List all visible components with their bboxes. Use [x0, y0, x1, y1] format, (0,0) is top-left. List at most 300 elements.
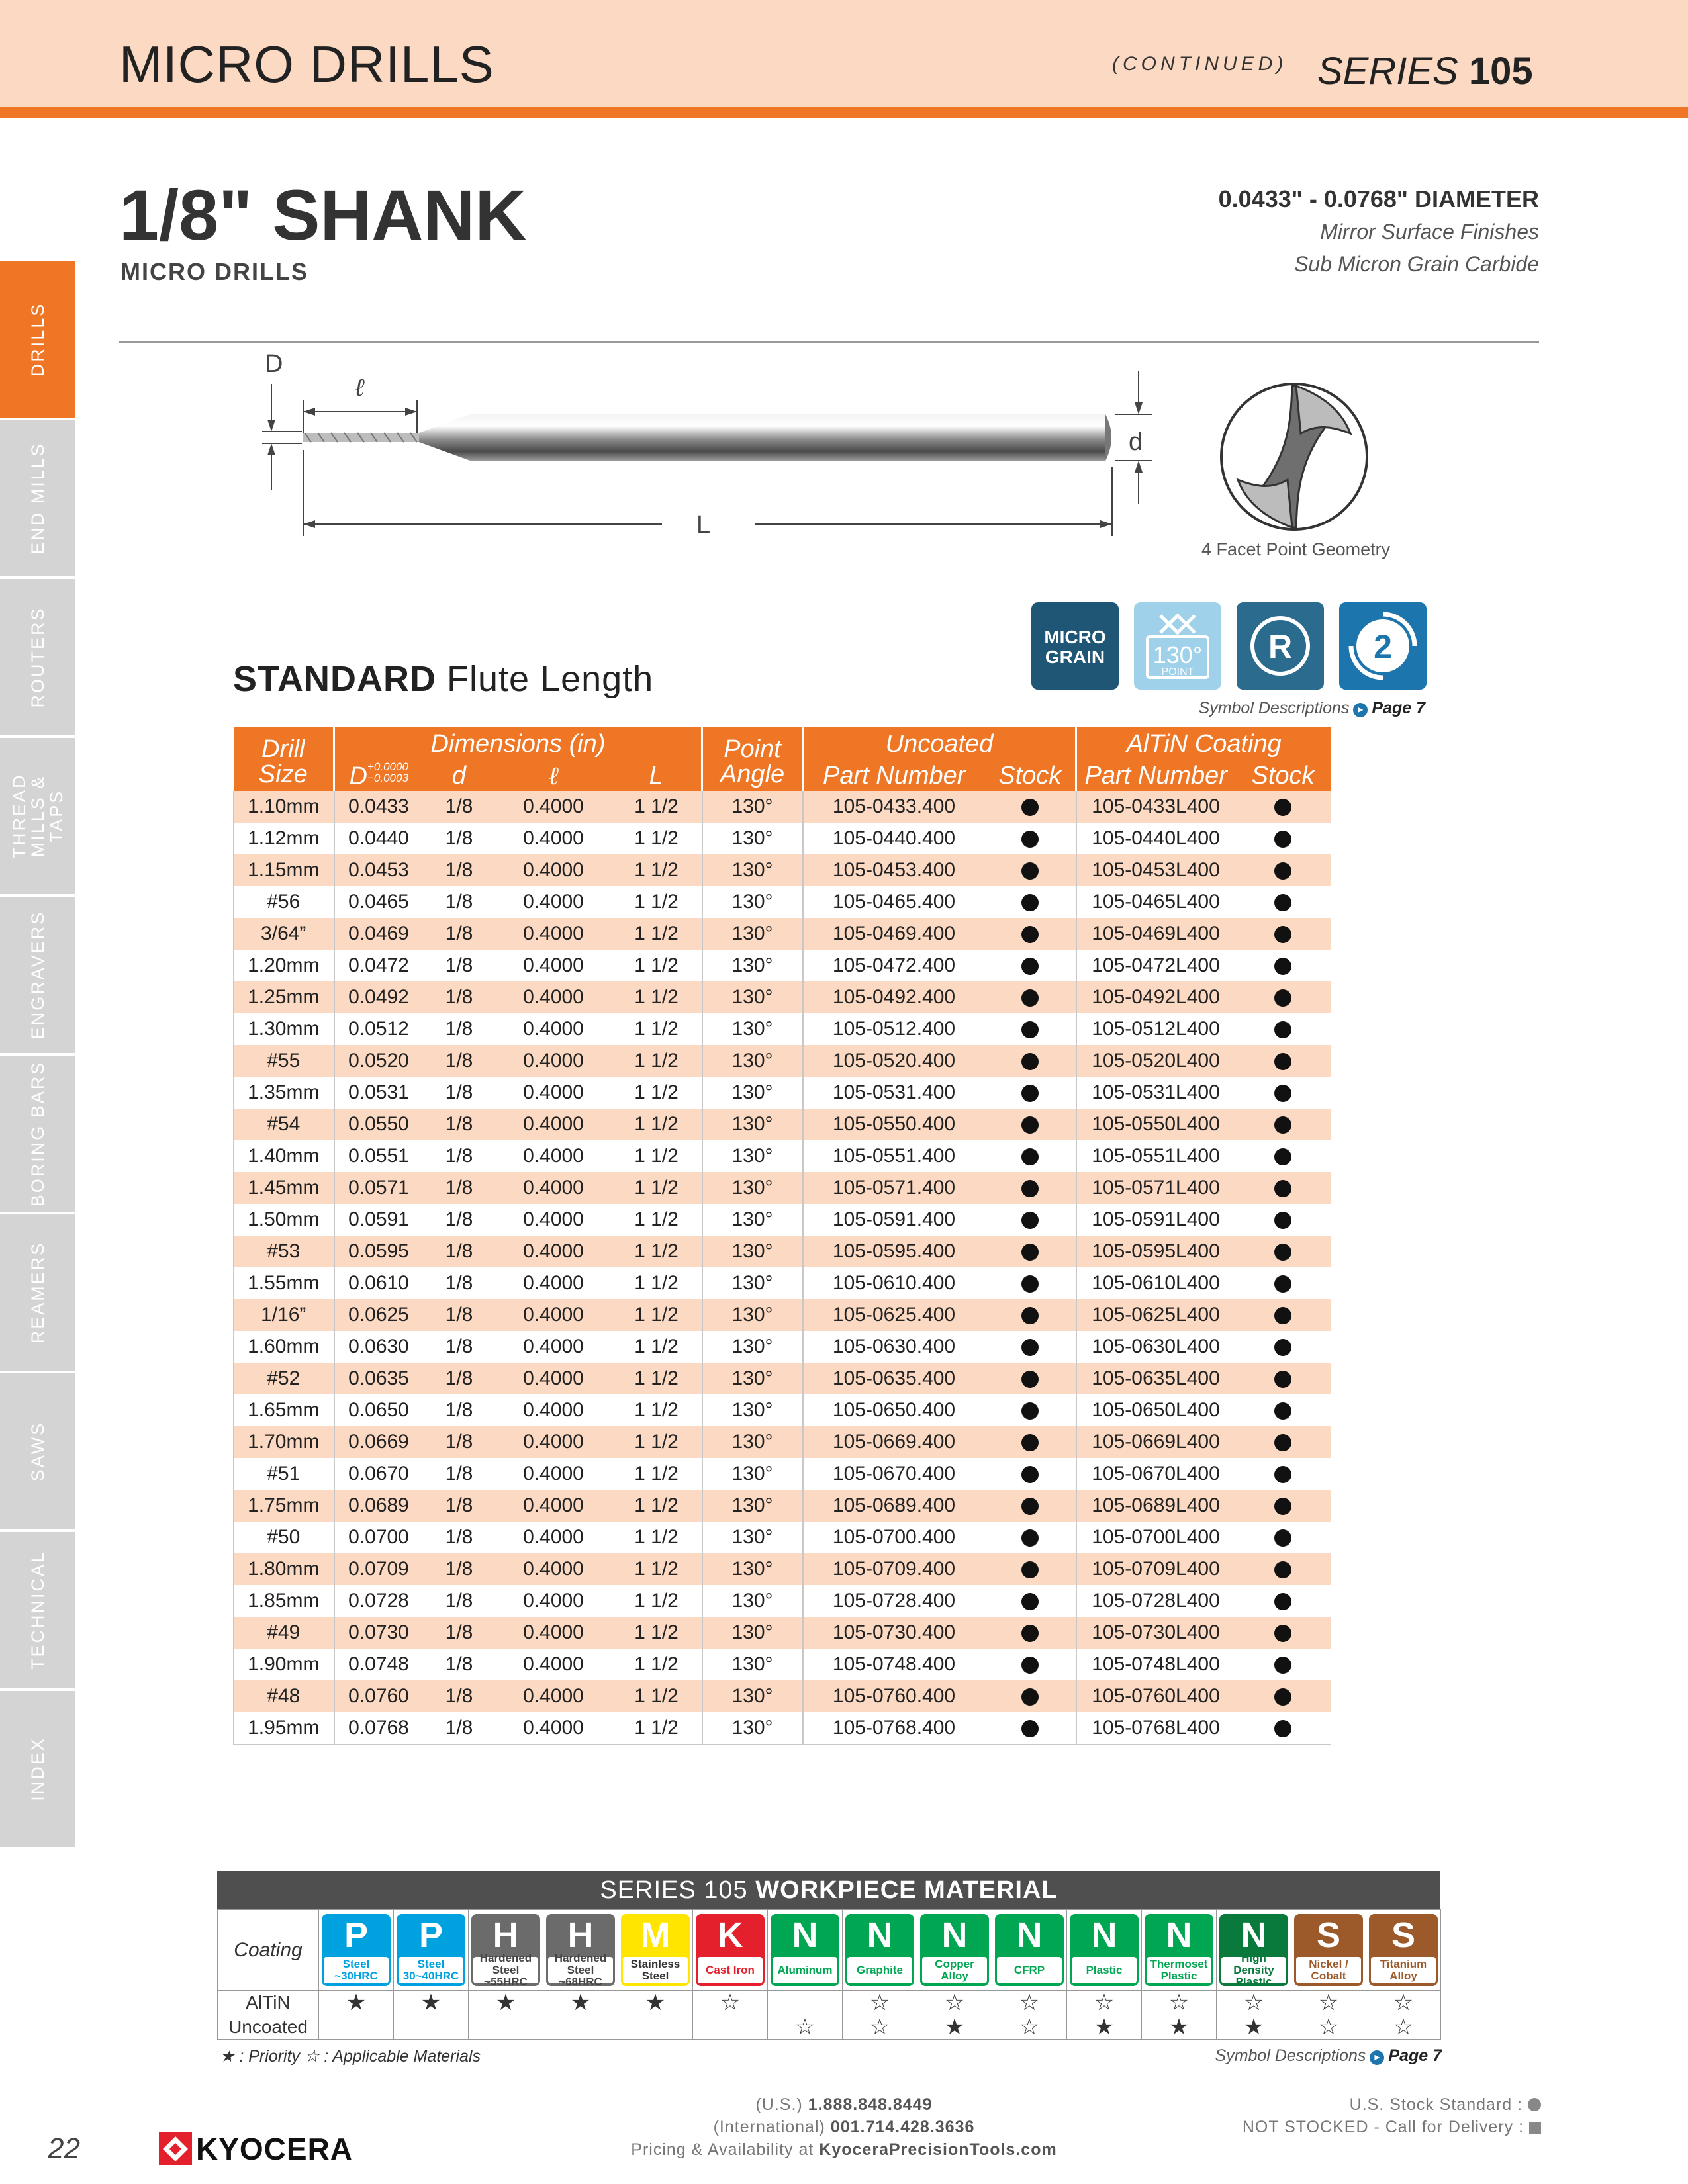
stock-cell	[985, 1585, 1076, 1617]
stock-cell	[1235, 1426, 1331, 1458]
cell-l: 0.4000	[496, 1522, 612, 1553]
brand-name: KYOCERA	[196, 2132, 353, 2166]
in-stock-dot-icon	[1274, 1339, 1291, 1356]
in-stock-dot-icon	[1274, 989, 1291, 1007]
side-tab-end-mills[interactable]	[0, 420, 75, 576]
col-D: D+0.0000 −0.0003	[334, 761, 423, 791]
in-stock-dot-icon	[1274, 1466, 1291, 1483]
in-stock-dot-icon	[1021, 1212, 1039, 1229]
in-stock-dot-icon	[1274, 1371, 1291, 1388]
cell-d: 1/8	[423, 1045, 496, 1077]
material-cell	[693, 1910, 768, 1991]
cell-D: 0.0748	[334, 1649, 423, 1680]
cell-uncoated: 105-0730.400	[803, 1617, 985, 1649]
contact-web: Pricing & Availability at KyoceraPrecisionTools.com	[631, 2140, 1057, 2159]
altin-rating: ☆	[1366, 1991, 1441, 2015]
stock-cell	[1235, 1617, 1331, 1649]
material-letter: P	[344, 1915, 369, 1955]
symbol-descriptions-page: Page 7	[1372, 699, 1425, 717]
cell-size: 1.25mm	[234, 981, 334, 1013]
cell-altin: 105-0630L400	[1076, 1331, 1235, 1363]
in-stock-dot-icon	[1274, 1625, 1291, 1642]
in-stock-dot-icon	[1021, 894, 1039, 911]
cell-l: 0.4000	[496, 791, 612, 823]
cell-d: 1/8	[423, 1394, 496, 1426]
side-tab-label: DRILLS	[28, 302, 48, 377]
contact-intl: (International) 001.714.428.3636	[713, 2118, 975, 2136]
cell-angle: 130°	[702, 1172, 803, 1204]
cell-D: 0.0591	[334, 1204, 423, 1236]
cell-altin: 105-0595L400	[1076, 1236, 1235, 1267]
stock-cell	[1235, 1585, 1331, 1617]
material-k-icon	[696, 1914, 765, 1986]
cell-d: 1/8	[423, 1712, 496, 1744]
material-p-icon	[322, 1914, 391, 1986]
cell-altin: 105-0709L400	[1076, 1553, 1235, 1585]
cell-angle: 130°	[702, 1236, 803, 1267]
cell-L: 1 1/2	[612, 1553, 702, 1585]
in-stock-dot-icon	[1274, 926, 1291, 943]
cell-angle: 130°	[702, 1426, 803, 1458]
cell-d: 1/8	[423, 823, 496, 854]
cell-altin: 105-0591L400	[1076, 1204, 1235, 1236]
cell-d: 1/8	[423, 1553, 496, 1585]
stock-cell	[1235, 1363, 1331, 1394]
stock-cell	[1235, 1013, 1331, 1045]
side-tab-label: ROUTERS	[28, 606, 48, 708]
stock-cell	[985, 1013, 1076, 1045]
material-cell	[992, 1910, 1067, 1991]
diameter-range: 0.0433" - 0.0768" DIAMETER	[1218, 185, 1539, 212]
arrow-right-icon: ▸	[1370, 2050, 1384, 2065]
in-stock-dot-icon	[1274, 1021, 1291, 1038]
cell-uncoated: 105-0625.400	[803, 1299, 985, 1331]
in-stock-dot-icon	[1021, 1116, 1039, 1134]
cell-uncoated: 105-0689.400	[803, 1490, 985, 1522]
table-row	[234, 1585, 1331, 1617]
cell-L: 1 1/2	[612, 918, 702, 950]
altin-rating	[768, 1991, 843, 2015]
cell-size: 1.20mm	[234, 950, 334, 981]
table-row	[234, 886, 1331, 918]
material-cell	[843, 1910, 917, 1991]
cell-altin: 105-0512L400	[1076, 1013, 1235, 1045]
cell-L: 1 1/2	[612, 1712, 702, 1744]
in-stock-dot-icon	[1274, 958, 1291, 975]
stock-cell	[1235, 1172, 1331, 1204]
cell-angle: 130°	[702, 1617, 803, 1649]
cell-d: 1/8	[423, 1299, 496, 1331]
cell-d: 1/8	[423, 1204, 496, 1236]
cell-angle: 130°	[702, 1140, 803, 1172]
side-tab-technical[interactable]	[0, 1532, 75, 1688]
product-subtitle: MICRO DRILLS	[120, 258, 308, 285]
in-stock-dot-icon	[1021, 1466, 1039, 1483]
in-stock-dot-icon	[1274, 1212, 1291, 1229]
cell-D: 0.0520	[334, 1045, 423, 1077]
cell-l: 0.4000	[496, 823, 612, 854]
cell-L: 1 1/2	[612, 1490, 702, 1522]
material-name: Cast Iron	[698, 1957, 763, 1983]
side-tab-label: INDEX	[28, 1737, 48, 1801]
cell-L: 1 1/2	[612, 1363, 702, 1394]
material-n-icon	[995, 1914, 1064, 1986]
cell-L: 1 1/2	[612, 1458, 702, 1490]
col-drill-size: Drill Size	[234, 727, 334, 791]
cell-d: 1/8	[423, 854, 496, 886]
micro-grain-icon	[1031, 602, 1119, 690]
uncoated-rating	[319, 2015, 394, 2040]
stock-cell	[1235, 1394, 1331, 1426]
not-stocked-legend: NOT STOCKED - Call for Delivery :	[1243, 2118, 1541, 2137]
feature-1: Mirror Surface Finishes	[1320, 220, 1539, 244]
in-stock-dot-icon	[1274, 1657, 1291, 1674]
material-name: Stainless Steel	[623, 1957, 688, 1983]
in-stock-dot-icon	[1274, 862, 1291, 880]
altin-rating: ☆	[1067, 1991, 1142, 2015]
cell-d: 1/8	[423, 1077, 496, 1109]
stock-cell	[1235, 1204, 1331, 1236]
material-cell	[1291, 1910, 1366, 1991]
stock-cell	[1235, 1649, 1331, 1680]
in-stock-dot-icon	[1021, 926, 1039, 943]
cell-D: 0.0531	[334, 1077, 423, 1109]
stock-cell	[1235, 1140, 1331, 1172]
r-radius-icon	[1237, 602, 1324, 690]
stock-cell	[1235, 791, 1331, 823]
material-s-icon	[1369, 1914, 1438, 1986]
stock-cell	[985, 1140, 1076, 1172]
cell-L: 1 1/2	[612, 1267, 702, 1299]
workpiece-material-title: SERIES 105 WORKPIECE MATERIAL	[217, 1871, 1440, 1909]
stock-cell	[985, 823, 1076, 854]
table-row	[234, 1299, 1331, 1331]
uncoated-rating: ★	[1067, 2015, 1142, 2040]
cell-d: 1/8	[423, 1363, 496, 1394]
cell-uncoated: 105-0433.400	[803, 791, 985, 823]
cell-angle: 130°	[702, 886, 803, 918]
workpiece-material-panel	[217, 1871, 1440, 2040]
table-row	[234, 1394, 1331, 1426]
stock-cell	[1235, 823, 1331, 854]
stock-cell	[985, 1299, 1076, 1331]
point-label-text: POINT	[1161, 666, 1194, 678]
uncoated-rating: ☆	[1291, 2015, 1366, 2040]
material-cell	[1366, 1910, 1441, 1991]
material-letter: S	[1316, 1915, 1341, 1955]
material-n-icon	[1145, 1914, 1213, 1986]
cell-uncoated: 105-0728.400	[803, 1585, 985, 1617]
in-stock-dot-icon	[1021, 1625, 1039, 1642]
material-cell	[1217, 1910, 1291, 1991]
table-row	[234, 950, 1331, 981]
cell-l: 0.4000	[496, 950, 612, 981]
stock-cell	[985, 854, 1076, 886]
cell-D: 0.0669	[334, 1426, 423, 1458]
cell-D: 0.0440	[334, 823, 423, 854]
cell-angle: 130°	[702, 791, 803, 823]
material-n-icon	[920, 1914, 989, 1986]
point-angle-text: 130°	[1152, 641, 1203, 668]
cell-L: 1 1/2	[612, 791, 702, 823]
cell-uncoated: 105-0709.400	[803, 1553, 985, 1585]
cell-d: 1/8	[423, 1490, 496, 1522]
cell-D: 0.0595	[334, 1236, 423, 1267]
symbol-descriptions-link[interactable]	[1199, 699, 1425, 718]
cell-l: 0.4000	[496, 1204, 612, 1236]
cell-l: 0.4000	[496, 1077, 612, 1109]
cell-size: 1.30mm	[234, 1013, 334, 1045]
stock-cell	[985, 1458, 1076, 1490]
side-tab-label: BORING BARS	[28, 1060, 48, 1207]
cell-L: 1 1/2	[612, 1045, 702, 1077]
cell-D: 0.0472	[334, 950, 423, 981]
uncoated-rating	[394, 2015, 469, 2040]
side-tabs	[0, 261, 75, 1850]
cell-L: 1 1/2	[612, 1585, 702, 1617]
cell-uncoated: 105-0760.400	[803, 1680, 985, 1712]
cell-d: 1/8	[423, 791, 496, 823]
cell-D: 0.0689	[334, 1490, 423, 1522]
col-altin-stock: Stock	[1235, 761, 1331, 791]
not-stocked-square-icon	[1529, 2122, 1541, 2134]
table-row	[234, 1331, 1331, 1363]
flute-count-icon	[1339, 602, 1427, 690]
cell-size: 1.50mm	[234, 1204, 334, 1236]
cell-angle: 130°	[702, 950, 803, 981]
label-L: L	[696, 511, 711, 539]
cell-size: #50	[234, 1522, 334, 1553]
cell-size: 1.40mm	[234, 1140, 334, 1172]
cell-D: 0.0551	[334, 1140, 423, 1172]
cell-D: 0.0469	[334, 918, 423, 950]
table-row	[234, 1522, 1331, 1553]
in-stock-dot-icon	[1274, 831, 1291, 848]
material-name: High Density Plastic	[1221, 1957, 1286, 1983]
cell-l: 0.4000	[496, 1585, 612, 1617]
cell-uncoated: 105-0610.400	[803, 1267, 985, 1299]
stock-cell	[1235, 1267, 1331, 1299]
cell-L: 1 1/2	[612, 886, 702, 918]
cell-d: 1/8	[423, 1585, 496, 1617]
altin-rating: ★	[394, 1991, 469, 2015]
cell-uncoated: 105-0520.400	[803, 1045, 985, 1077]
stock-cell	[985, 981, 1076, 1013]
cell-uncoated: 105-0512.400	[803, 1013, 985, 1045]
kyocera-logo-icon	[159, 2132, 192, 2165]
material-cell	[319, 1910, 394, 1991]
in-stock-dot-icon	[1274, 1085, 1291, 1102]
cell-D: 0.0630	[334, 1331, 423, 1363]
cell-d: 1/8	[423, 1172, 496, 1204]
cell-D: 0.0700	[334, 1522, 423, 1553]
stock-cell	[985, 886, 1076, 918]
page-number: 22	[48, 2132, 80, 2165]
in-stock-dot-icon	[1021, 989, 1039, 1007]
cell-angle: 130°	[702, 1331, 803, 1363]
label-d: d	[1129, 428, 1143, 456]
stock-cell	[985, 1649, 1076, 1680]
symbol-descriptions-link-bottom[interactable]: Symbol Descriptions ▸ Page 7	[1215, 2046, 1442, 2065]
in-stock-dot-icon	[1021, 1720, 1039, 1737]
material-letter: N	[1166, 1915, 1192, 1955]
in-stock-dot-icon	[1274, 1720, 1291, 1737]
cell-D: 0.0610	[334, 1267, 423, 1299]
label-l: ℓ	[354, 373, 365, 402]
altin-rating: ★	[469, 1991, 543, 2015]
title-divider	[119, 341, 1539, 343]
altin-rating: ★	[618, 1991, 693, 2015]
material-n-icon	[771, 1914, 839, 1986]
material-letter: K	[717, 1915, 743, 1955]
side-tab-engravers[interactable]	[0, 897, 75, 1053]
table-body	[234, 791, 1331, 1744]
in-stock-dot-icon	[1021, 1307, 1039, 1324]
cell-altin: 105-0635L400	[1076, 1363, 1235, 1394]
cell-uncoated: 105-0635.400	[803, 1363, 985, 1394]
uncoated-rating: ☆	[1366, 2015, 1441, 2040]
table-row	[234, 1649, 1331, 1680]
stock-cell	[1235, 854, 1331, 886]
cell-uncoated: 105-0591.400	[803, 1204, 985, 1236]
cell-L: 1 1/2	[612, 1649, 702, 1680]
material-letter: N	[1091, 1915, 1117, 1955]
cell-size: 1.45mm	[234, 1172, 334, 1204]
cell-altin: 105-0610L400	[1076, 1267, 1235, 1299]
cell-angle: 130°	[702, 1077, 803, 1109]
in-stock-dot-icon	[1274, 894, 1291, 911]
material-cell	[469, 1910, 543, 1991]
cell-l: 0.4000	[496, 1490, 612, 1522]
stock-cell	[1235, 1680, 1331, 1712]
in-stock-dot-icon	[1021, 1275, 1039, 1293]
series-label	[1317, 49, 1533, 93]
cell-L: 1 1/2	[612, 823, 702, 854]
cell-D: 0.0550	[334, 1109, 423, 1140]
cell-angle: 130°	[702, 1204, 803, 1236]
side-tab-reamers[interactable]	[0, 1214, 75, 1371]
material-letter: N	[792, 1915, 818, 1955]
in-stock-dot-icon	[1021, 1593, 1039, 1610]
col-uncoated-stock: Stock	[985, 761, 1076, 791]
side-tab-drills[interactable]	[0, 261, 75, 418]
cell-d: 1/8	[423, 1680, 496, 1712]
cell-d: 1/8	[423, 1522, 496, 1553]
in-stock-dot-icon	[1274, 1180, 1291, 1197]
cell-l: 0.4000	[496, 981, 612, 1013]
cell-d: 1/8	[423, 886, 496, 918]
cell-angle: 130°	[702, 1109, 803, 1140]
material-name: Thermoset Plastic	[1147, 1957, 1211, 1983]
stock-cell	[985, 1045, 1076, 1077]
material-name: Steel 30~40HRC	[399, 1957, 463, 1983]
cell-uncoated: 105-0630.400	[803, 1331, 985, 1363]
cell-angle: 130°	[702, 918, 803, 950]
website-link[interactable]: KyoceraPrecisionTools.com	[819, 2140, 1057, 2159]
material-name: Hardened Steel ~68HRC	[548, 1957, 613, 1983]
table-row	[234, 981, 1331, 1013]
point-angle-icon	[1134, 602, 1221, 690]
table-row	[234, 1172, 1331, 1204]
header-rule	[0, 107, 1688, 118]
stock-cell	[985, 1617, 1076, 1649]
altin-rating: ☆	[1217, 1991, 1291, 2015]
stock-cell	[985, 1204, 1076, 1236]
material-n-icon	[1070, 1914, 1139, 1986]
cell-D: 0.0453	[334, 854, 423, 886]
cell-angle: 130°	[702, 1680, 803, 1712]
cell-l: 0.4000	[496, 1236, 612, 1267]
stock-cell	[1235, 918, 1331, 950]
side-tab-saws[interactable]	[0, 1373, 75, 1529]
cell-size: #53	[234, 1236, 334, 1267]
material-name: Steel ~30HRC	[324, 1957, 389, 1983]
col-d: d	[423, 761, 496, 791]
in-stock-dot-icon	[1274, 1307, 1291, 1324]
cell-altin: 105-0492L400	[1076, 981, 1235, 1013]
cell-d: 1/8	[423, 918, 496, 950]
cell-uncoated: 105-0571.400	[803, 1172, 985, 1204]
side-tab-index[interactable]	[0, 1691, 75, 1847]
cell-size: #54	[234, 1109, 334, 1140]
cell-altin: 105-0472L400	[1076, 950, 1235, 981]
page-title: MICRO DRILLS	[119, 35, 494, 93]
col-point-angle: Point Angle	[702, 727, 803, 791]
material-p-icon	[397, 1914, 465, 1986]
cell-angle: 130°	[702, 1585, 803, 1617]
cell-uncoated: 105-0465.400	[803, 886, 985, 918]
side-tab-routers[interactable]	[0, 579, 75, 735]
stock-cell	[1235, 950, 1331, 981]
cell-d: 1/8	[423, 1331, 496, 1363]
section-title	[233, 659, 653, 700]
material-letter: N	[941, 1915, 968, 1955]
cell-altin: 105-0669L400	[1076, 1426, 1235, 1458]
cell-size: 1.65mm	[234, 1394, 334, 1426]
stock-cell	[985, 1426, 1076, 1458]
cell-angle: 130°	[702, 1490, 803, 1522]
material-cell	[917, 1910, 992, 1991]
side-tab-thread-mills-taps[interactable]	[0, 738, 75, 894]
material-n-icon	[1219, 1914, 1288, 1986]
uncoated-rating: ☆	[768, 2015, 843, 2040]
uncoated-rating: ★	[1217, 2015, 1291, 2040]
cell-D: 0.0650	[334, 1394, 423, 1426]
table-row	[234, 1045, 1331, 1077]
cell-altin: 105-0625L400	[1076, 1299, 1235, 1331]
stock-cell	[985, 1331, 1076, 1363]
cell-angle: 130°	[702, 1394, 803, 1426]
stock-cell	[1235, 1045, 1331, 1077]
altin-rating: ☆	[1142, 1991, 1217, 2015]
cell-L: 1 1/2	[612, 1109, 702, 1140]
side-tab-boring-bars[interactable]	[0, 1056, 75, 1212]
side-tab-label: REAMERS	[28, 1241, 48, 1344]
in-stock-dot-icon	[1021, 1561, 1039, 1578]
cell-l: 0.4000	[496, 1267, 612, 1299]
in-stock-dot-icon	[1021, 1339, 1039, 1356]
cell-uncoated: 105-0453.400	[803, 854, 985, 886]
altin-row-label: AlTiN	[218, 1991, 319, 2015]
cell-angle: 130°	[702, 1045, 803, 1077]
cell-L: 1 1/2	[612, 1172, 702, 1204]
cell-uncoated: 105-0595.400	[803, 1236, 985, 1267]
cell-altin: 105-0520L400	[1076, 1045, 1235, 1077]
table-row	[234, 1712, 1331, 1744]
table-row	[234, 1140, 1331, 1172]
stock-cell	[985, 1680, 1076, 1712]
cell-d: 1/8	[423, 1458, 496, 1490]
